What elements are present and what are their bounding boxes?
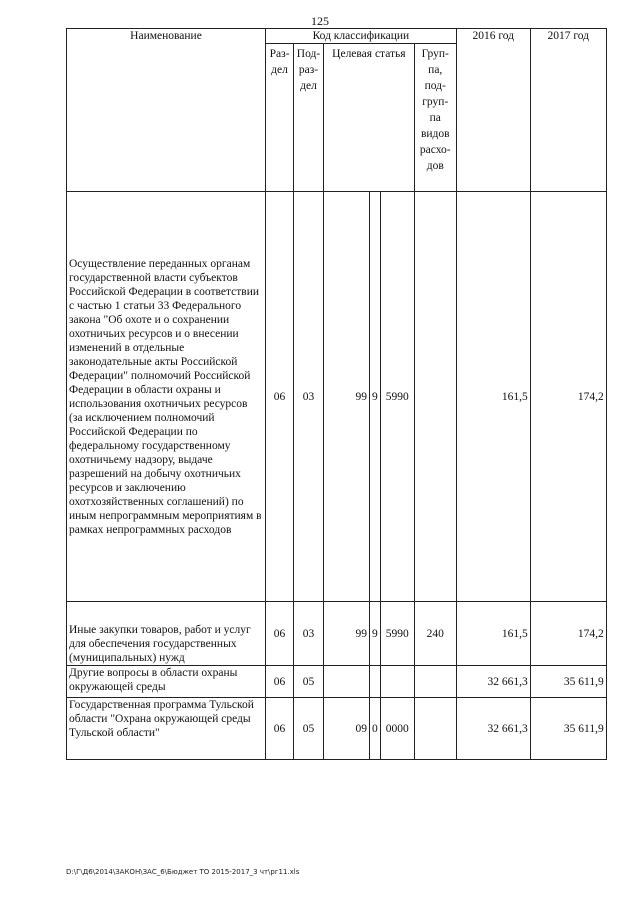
row-gruppa: [414, 666, 456, 698]
row-cs-subprogram: 9: [370, 602, 381, 666]
row-razdel: 06: [266, 602, 294, 666]
row-podrazdel: 03: [294, 602, 324, 666]
row-name: Другие вопросы в области охраны окружающей среды: [67, 666, 266, 698]
row-2017: 35 611,9: [530, 698, 606, 760]
row-razdel: 06: [266, 698, 294, 760]
row-2016: 32 661,3: [456, 698, 530, 760]
table-row: [67, 192, 607, 602]
header-gruppa: Груп-па, под-груп-па видов расхо-дов: [414, 44, 456, 192]
header-podrazdel: Под-раз-дел: [294, 44, 324, 192]
header-year-2016: 2016 год: [456, 29, 530, 192]
row-cs-program: 99: [324, 602, 370, 666]
row-gruppa: [414, 698, 456, 760]
row-cs-subprogram: [370, 666, 381, 698]
row-2017: 35 611,9: [530, 666, 606, 698]
page-number: 125: [311, 14, 329, 28]
row-podrazdel: 03: [294, 192, 324, 602]
row-name: Иные закупки товаров, работ и услуг для обеспечения государственных (муниципальных) нужд: [67, 602, 266, 666]
header-razdel: Раз-дел: [266, 44, 294, 192]
file-path-footer: D:\Г\Д6\2014\ЗАКОН\ЗАС_6\Бюджет ТО 2015-2017_3 чт\рг11.xls: [66, 868, 300, 876]
row-cs-direction: 0000: [380, 698, 414, 760]
row-name: Государственная программа Тульской области "Охрана окружающей среды Тульской области": [67, 698, 266, 760]
row-2016: 32 661,3: [456, 666, 530, 698]
table-row: [67, 602, 607, 666]
row-cs-direction: [380, 666, 414, 698]
row-2017: 174,2: [530, 602, 606, 666]
row-cs-program: [324, 666, 370, 698]
row-cs-program: 09: [324, 698, 370, 760]
row-razdel: 06: [266, 666, 294, 698]
row-cs-direction: 5990: [380, 602, 414, 666]
header-row-1: [67, 29, 607, 44]
table-row: [67, 666, 607, 698]
row-podrazdel: 05: [294, 698, 324, 760]
header-year-2017: 2017 год: [530, 29, 606, 192]
row-2017: 174,2: [530, 192, 606, 602]
row-gruppa: [414, 192, 456, 602]
row-razdel: 06: [266, 192, 294, 602]
row-2016: 161,5: [456, 192, 530, 602]
row-cs-program: 99: [324, 192, 370, 602]
header-name: Наименование: [67, 29, 266, 192]
row-cs-subprogram: 9: [370, 192, 381, 602]
row-podrazdel: 05: [294, 666, 324, 698]
row-gruppa: 240: [414, 602, 456, 666]
row-cs-subprogram: 0: [370, 698, 381, 760]
budget-table: [66, 28, 607, 760]
header-code-group: Код классификации: [266, 29, 457, 44]
header-celevaya-statya: Целевая статья: [324, 44, 415, 192]
table-row: [67, 698, 607, 760]
row-2016: 161,5: [456, 602, 530, 666]
row-cs-direction: 5990: [380, 192, 414, 602]
row-name: Осуществление переданных органам государственной власти субъектов Российской Федерации в соответствии с частью 1 статьи 33 Федерального закона "Об охоте и о сохранении охотничьих ресурсов и о внесении изменений в отдельные законодательные акты Российской Федерации" полномочий Российской Федерации в области охраны и использования охотничьих ресурсов (за исключением полномочий Российской Федерации по федеральному государственному охотничьему надзору, выдаче разрешений на добычу охотничьих ресурсов и заключению охотхозяйственных соглашений) по иным непрограммным мероприятиям в рамках непрограммных расходов: [67, 192, 266, 602]
